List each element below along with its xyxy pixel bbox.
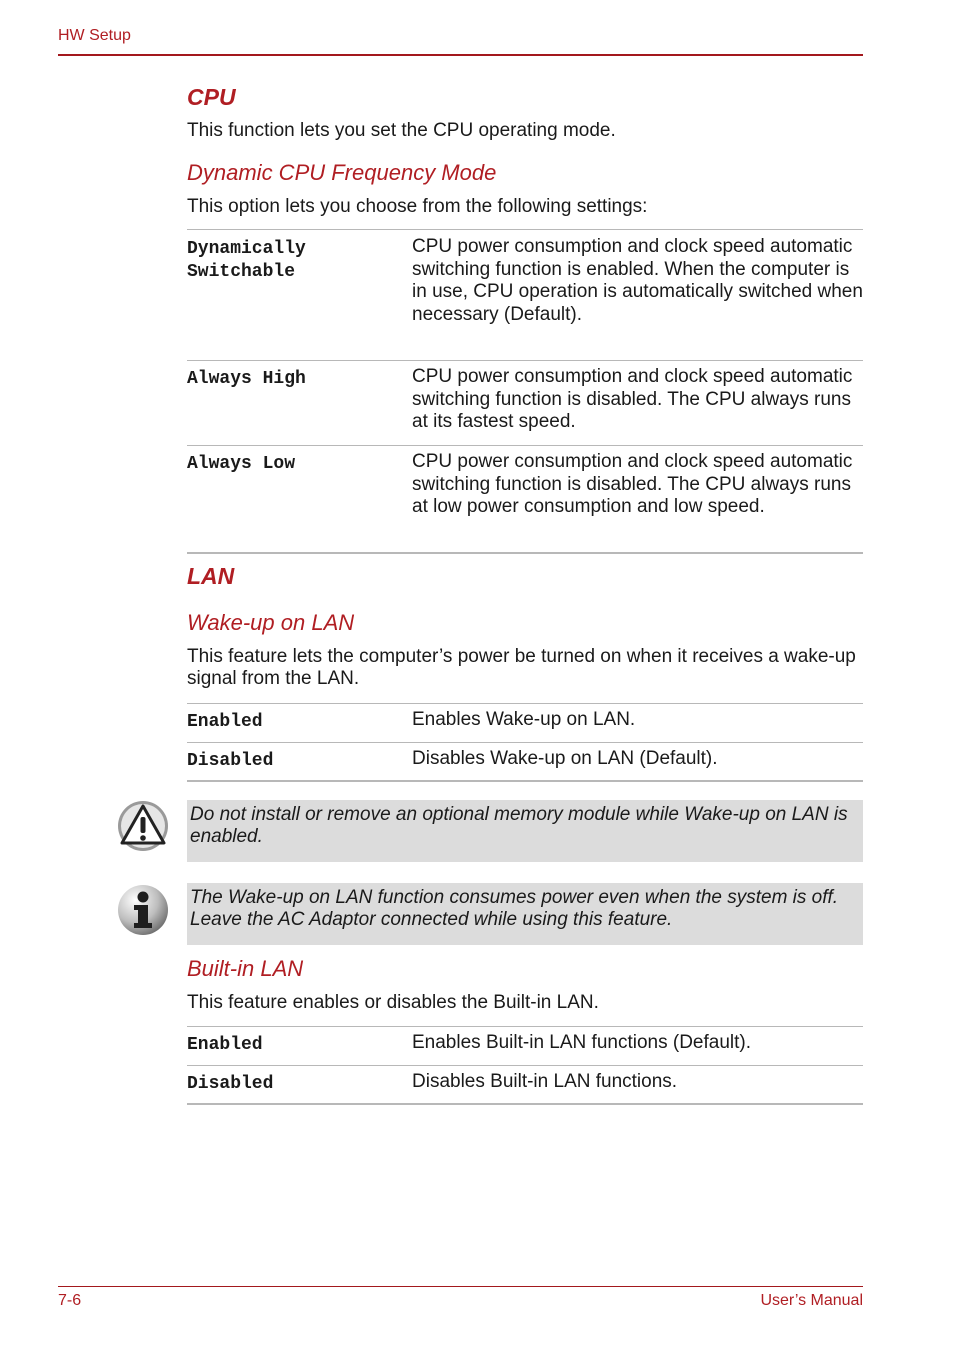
- table-row: [187, 704, 863, 743]
- lan-heading: LAN: [187, 563, 235, 589]
- cpu-intro: This function lets you set the CPU operating mode.: [187, 120, 616, 141]
- warning-triangle-icon: [117, 800, 169, 852]
- footer-rule: [58, 1286, 863, 1287]
- option-key: Always High: [187, 369, 306, 389]
- option-key: Always Low: [187, 454, 296, 474]
- option-desc: CPU power consumption and clock speed automatic switching function is enabled. When the computer is in use, CPU operation is automatically switched when necessary (Default).: [412, 236, 863, 325]
- table-row: [187, 361, 863, 446]
- option-key: Disabled: [187, 751, 274, 771]
- cpu-heading: CPU: [187, 84, 236, 110]
- builtin-options-table: [187, 1026, 863, 1105]
- option-desc: CPU power consumption and clock speed automatic switching function is disabled. The CPU always runs at low power consumption and low speed.: [412, 451, 853, 517]
- header-rule: [58, 54, 863, 56]
- caution-note: Do not install or remove an optional memory module while Wake-up on LAN is enabled.: [187, 800, 863, 862]
- running-header: HW Setup: [58, 27, 131, 44]
- table-row: [187, 743, 863, 782]
- option-key: Disabled: [187, 1074, 274, 1094]
- option-desc: Enables Wake-up on LAN.: [412, 709, 636, 730]
- option-key: Enabled: [187, 712, 263, 732]
- wake-on-lan-intro: This feature lets the computer’s power be turned on when it receives a wake-up signal from the LAN.: [187, 646, 856, 689]
- table-row: [187, 230, 863, 361]
- cpu-options-table: [187, 229, 863, 554]
- option-desc: CPU power consumption and clock speed automatic switching function is disabled. The CPU always runs at its fastest speed.: [412, 366, 853, 432]
- info-icon: [117, 884, 169, 936]
- dynamic-cpu-intro: This option lets you choose from the following settings:: [187, 196, 648, 217]
- table-row: [187, 1066, 863, 1105]
- option-key: Enabled: [187, 1035, 263, 1055]
- page-number: 7-6: [58, 1292, 82, 1309]
- dynamic-cpu-subheading: Dynamic CPU Frequency Mode: [187, 160, 497, 185]
- builtin-lan-subheading: Built-in LAN: [187, 956, 304, 981]
- info-note: The Wake-up on LAN function consumes power even when the system is off. Leave the AC Adaptor connected while using this feature.: [187, 883, 863, 945]
- wake-options-table: [187, 703, 863, 782]
- manual-title: User’s Manual: [760, 1292, 863, 1309]
- wake-on-lan-subheading: Wake-up on LAN: [187, 610, 355, 635]
- table-row: [187, 446, 863, 554]
- option-desc: Disables Built-in LAN functions.: [412, 1071, 678, 1092]
- table-row: [187, 1027, 863, 1066]
- option-desc: Enables Built-in LAN functions (Default).: [412, 1032, 751, 1053]
- builtin-lan-intro: This feature enables or disables the Built-in LAN.: [187, 992, 599, 1013]
- option-key: Dynamically Switchable: [187, 239, 306, 282]
- option-desc: Disables Wake-up on LAN (Default).: [412, 748, 718, 769]
